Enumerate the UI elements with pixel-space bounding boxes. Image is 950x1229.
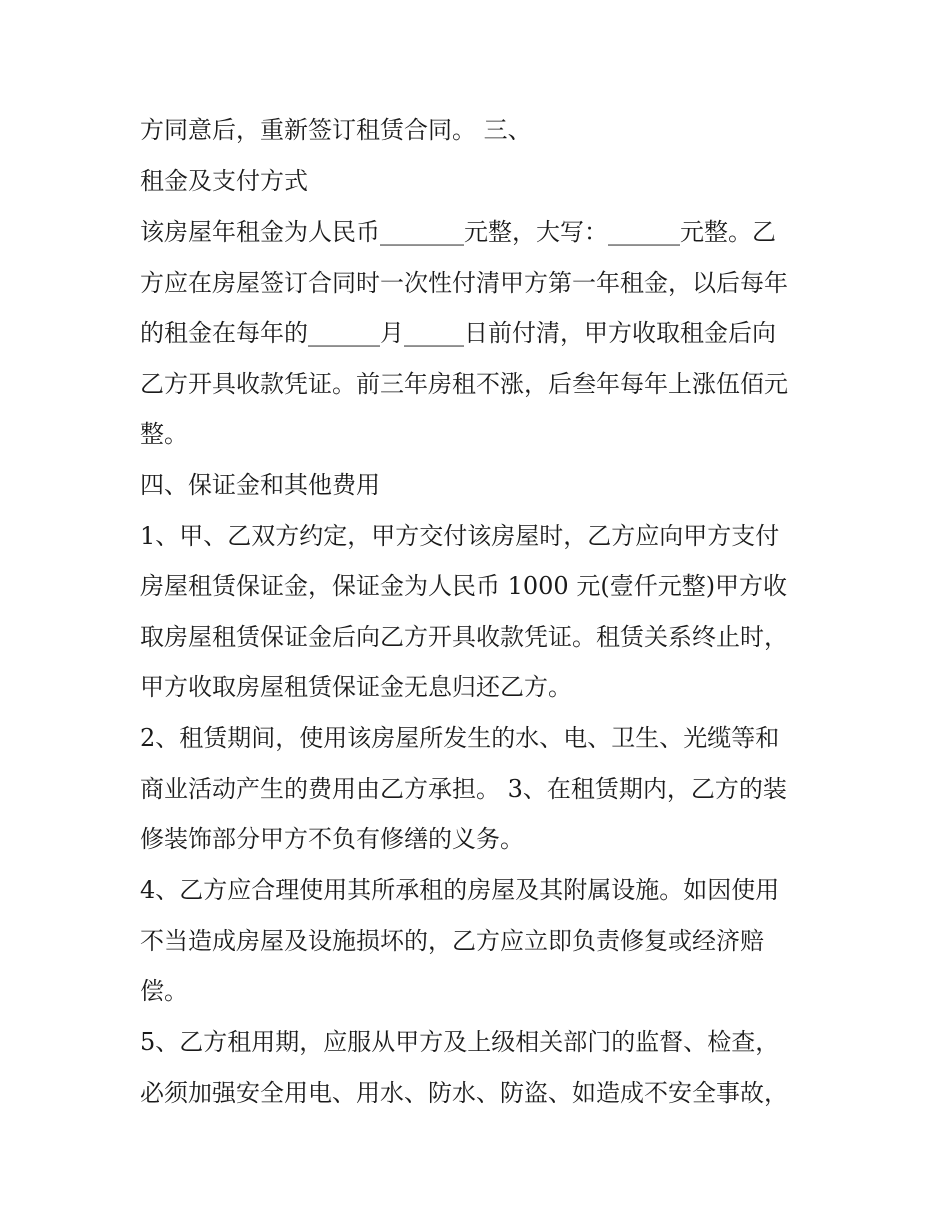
text-line-20: 必须加强安全用电、用水、防水、防盗、如造成不安全事故，	[140, 1079, 788, 1107]
text-line-4: 方应在房屋签订合同时一次性付清甲方第一年租金，以后每年	[140, 269, 788, 297]
text-line-11: 取房屋租赁保证金后向乙方开具收款凭证。租赁关系终止时，	[140, 623, 788, 651]
text-line-12: 甲方收取房屋租赁保证金无息归还乙方。	[140, 673, 572, 701]
text-line-15: 修装饰部分甲方不负有修缮的义务。	[140, 825, 524, 853]
text-line-10: 房屋租赁保证金，保证金为人民币 1000 元(壹仟元整)甲方收	[140, 572, 788, 600]
text-line-13: 2、租赁期间，使用该房屋所发生的水、电、卫生、光缆等和	[140, 724, 780, 752]
text-line-3: 该房屋年租金为人民币_______元整，大写：______元整。乙	[140, 218, 776, 246]
text-line-8: 四、保证金和其他费用	[140, 471, 380, 499]
text-line-5: 的租金在每年的______月_____日前付清，甲方收取租金后向	[140, 319, 776, 347]
text-line-17: 不当造成房屋及设施损坏的，乙方应立即负责修复或经济赔	[140, 927, 764, 955]
text-line-9: 1、甲、乙双方约定，甲方交付该房屋时，乙方应向甲方支付	[140, 522, 780, 550]
text-line-19: 5、乙方租用期，应服从甲方及上级相关部门的监督、检查，	[140, 1028, 780, 1056]
text-line-18: 偿。	[140, 977, 188, 1005]
text-line-6: 乙方开具收款凭证。前三年房租不涨，后叁年每年上涨伍佰元	[140, 370, 788, 398]
text-line-1: 方同意后，重新签订租赁合同。 三、	[140, 116, 532, 144]
text-line-7: 整。	[140, 420, 188, 448]
text-line-2: 租金及支付方式	[140, 167, 308, 195]
text-line-14: 商业活动产生的费用由乙方承担。 3、在租赁期内，乙方的装	[140, 775, 787, 803]
text-line-16: 4、乙方应合理使用其所承租的房屋及其附属设施。如因使用	[140, 876, 780, 904]
